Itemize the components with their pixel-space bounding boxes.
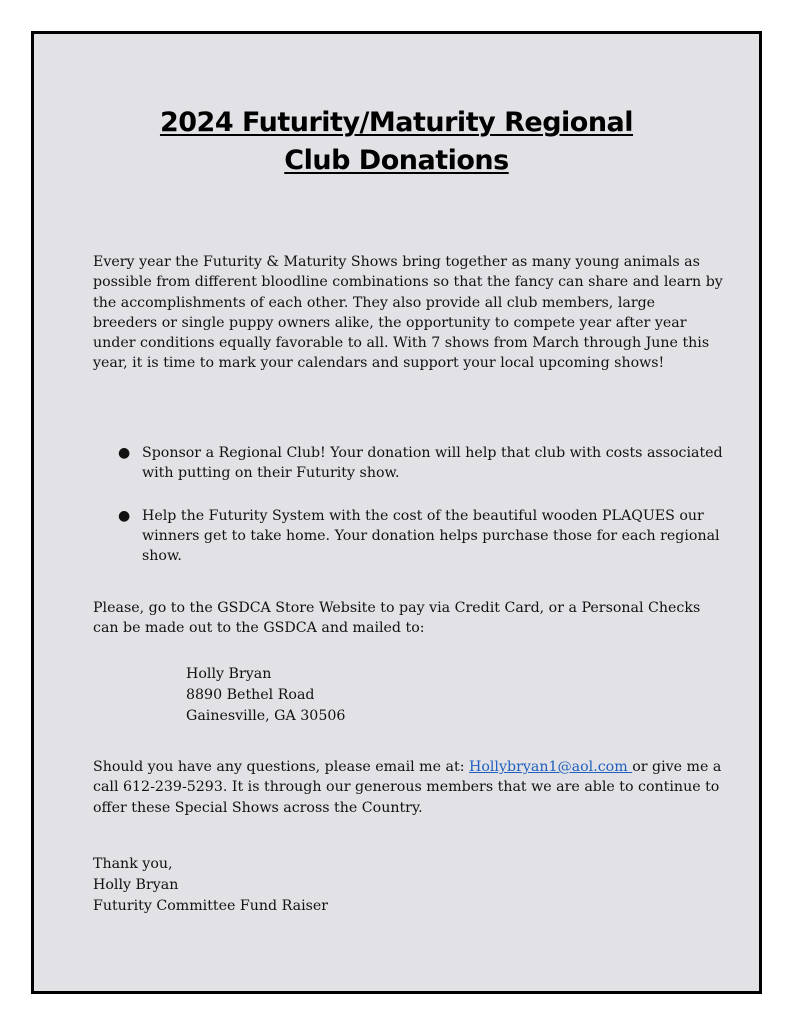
bullet-text: Sponsor a Regional Club! Your donation will help that club with costs associated with putting on their Futurity show. [142, 445, 723, 482]
document-title [34, 104, 759, 180]
payment-instructions: Please, go to the GSDCA Store Website to pay via Credit Card, or a Personal Checks can be made out to the GSDCA and mailed to: [93, 600, 701, 637]
address-city: Gainesville, GA 30506 [186, 708, 346, 724]
address-street: 8890 Bethel Road [186, 687, 315, 703]
email-link[interactable]: Hollybryan1@aol.com [468, 759, 633, 775]
contact-paragraph [93, 757, 733, 818]
contact-text-after: or give me a call 612-239-5293. It is through our generous members that we are able to continue to offer these Special Shows across the Country. [93, 759, 722, 816]
signature-role: Futurity Committee Fund Raiser [93, 898, 329, 914]
intro-paragraph: Every year the Futurity & Maturity Shows bring together as many young animals as possible from different bloodline combinations so that the fancy can share and learn by the accomplishments of each other. They also provide all club members, large breeders or single puppy owners alike, the opportunity to compete year after year under conditions equally favorable to all. With 7 shows from March through June this year, it is time to mark your calendars and support your local upcoming shows! [93, 254, 723, 372]
address-name: Holly Bryan [186, 666, 272, 682]
bullet-dot-icon: ● [118, 445, 131, 461]
contact-text-before: Should you have any questions, please email me at: [93, 759, 469, 775]
list-item [93, 443, 733, 484]
mailing-address [186, 664, 345, 727]
document-frame [31, 31, 762, 994]
title-line-2: Club Donations [284, 145, 509, 176]
signature-block [93, 854, 328, 917]
bullet-dot-icon: ● [118, 507, 131, 524]
donation-options-list [93, 443, 733, 588]
list-item [93, 506, 733, 567]
bullet-text: Help the Futurity System with the cost of the beautiful wooden PLAQUES our winners get to take home. Your donation helps purchase those for each regional show. [142, 507, 720, 565]
title-line-1: 2024 Futurity/Maturity Regional [159, 107, 634, 138]
signature-name: Holly Bryan [93, 877, 179, 893]
signature-closing: Thank you, [93, 856, 173, 872]
